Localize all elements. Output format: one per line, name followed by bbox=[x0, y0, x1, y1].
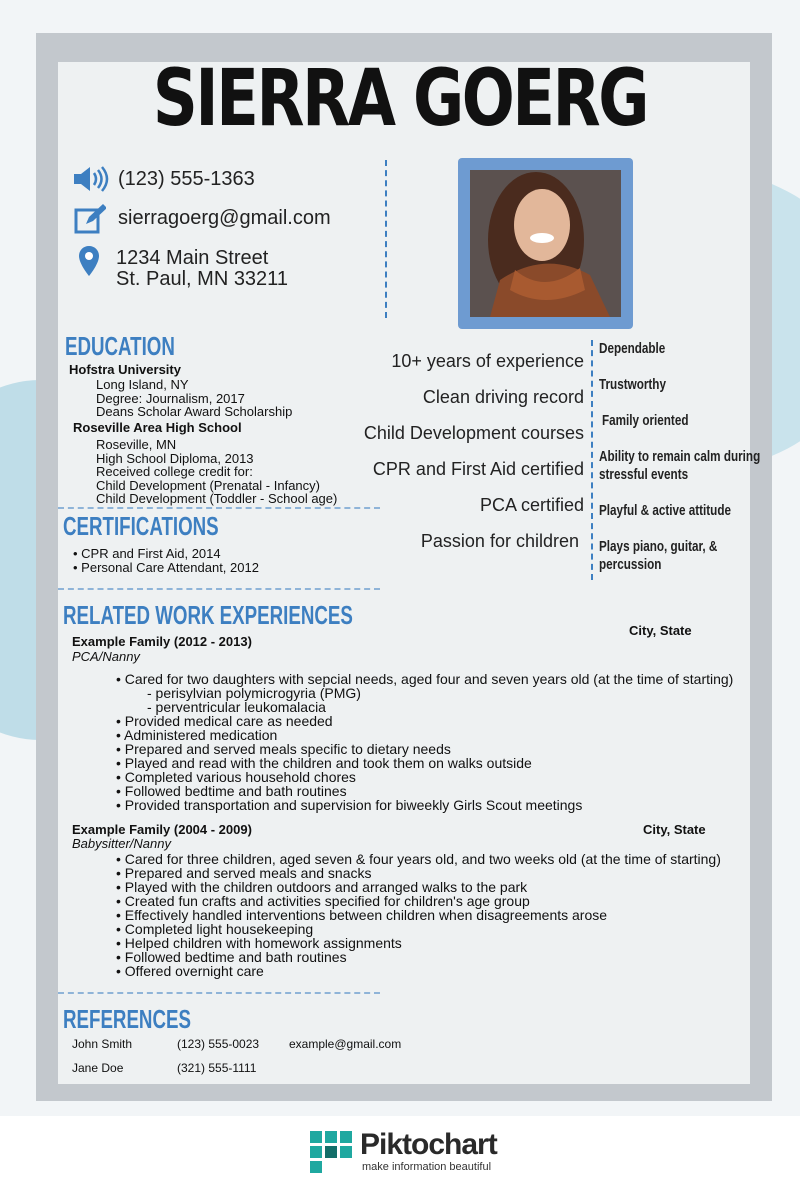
list-item: - perventricular leukomalacia bbox=[147, 699, 326, 715]
list-item: • Followed bedtime and bath routines bbox=[116, 949, 347, 965]
trait-item: Dependable bbox=[599, 340, 666, 357]
location-pin-icon bbox=[78, 245, 100, 277]
skill-item: Clean driving record bbox=[422, 387, 584, 407]
resume-name: SIERRA GOERG bbox=[152, 54, 648, 144]
list-item: • Effectively handled interventions between children when disagreements arose bbox=[116, 907, 608, 923]
job-duties-list bbox=[116, 672, 733, 812]
job-employer: Example Family (2004 - 2009) bbox=[72, 822, 252, 837]
contact-phone: (123) 555-1363 bbox=[118, 168, 255, 190]
school-detail-line: Roseville, MN bbox=[96, 437, 177, 452]
brand-suffix: chart bbox=[428, 1128, 497, 1161]
contact-address-line1: 1234 Main Street bbox=[116, 247, 269, 269]
list-item: • Prepared and served meals and snacks bbox=[116, 865, 372, 881]
trait-item: stressful events bbox=[599, 466, 689, 483]
piktochart-tagline: make information beautiful bbox=[362, 1161, 492, 1173]
profile-photo bbox=[470, 170, 621, 317]
job-role: PCA/Nanny bbox=[72, 649, 140, 664]
speaker-icon bbox=[72, 165, 110, 193]
list-item: • Helped children with homework assignments bbox=[116, 935, 402, 951]
list-item: • Provided transportation and supervision for biweekly Girls Scout meetings bbox=[116, 797, 583, 813]
section-divider bbox=[58, 588, 380, 590]
trait-item: Trustworthy bbox=[599, 376, 666, 393]
list-item: • Prepared and served meals specific to dietary needs bbox=[116, 741, 451, 757]
contact-email: sierragoerg@gmail.com bbox=[118, 207, 331, 229]
reference-phone: (123) 555-0023 bbox=[177, 1037, 260, 1051]
school-name: Hofstra University bbox=[69, 362, 181, 377]
skills-divider bbox=[591, 340, 593, 580]
school-detail-line: Child Development (Toddler - School age) bbox=[96, 491, 338, 506]
section-divider bbox=[58, 992, 380, 994]
header-divider bbox=[385, 160, 387, 318]
certification-item: • Personal Care Attendant, 2012 bbox=[73, 560, 259, 575]
trait-item: Ability to remain calm during bbox=[599, 448, 761, 465]
skill-item: CPR and First Aid certified bbox=[372, 459, 584, 479]
skill-item: 10+ years of experience bbox=[391, 351, 584, 371]
job-location: City, State bbox=[643, 822, 706, 837]
school-name: Roseville Area High School bbox=[73, 420, 242, 435]
brand-prefix: Pikto bbox=[360, 1128, 429, 1161]
list-item: • Offered overnight care bbox=[116, 963, 264, 979]
reference-name: John Smith bbox=[72, 1037, 133, 1051]
piktochart-brand bbox=[360, 1128, 497, 1162]
job-location: City, State bbox=[629, 623, 692, 638]
piktochart-logo-icon bbox=[310, 1131, 354, 1175]
reference-name: Jane Doe bbox=[72, 1061, 124, 1075]
trait-item: percussion bbox=[599, 556, 662, 573]
list-item: • Cared for two daughters with sepcial needs, aged four and seven years old (at the time of starting) bbox=[116, 671, 734, 687]
school-detail bbox=[96, 378, 292, 419]
list-item: • Cared for three children, aged seven & four years old, and two weeks old (at the time of starting) bbox=[116, 851, 721, 867]
job-role: Babysitter/Nanny bbox=[72, 836, 171, 851]
list-item: - perisylvian polymicrogyria (PMG) bbox=[147, 685, 361, 701]
list-item: • Provided medical care as needed bbox=[116, 713, 333, 729]
certifications-title: CERTIFICATIONS bbox=[63, 511, 219, 541]
skill-item: Passion for children bbox=[420, 531, 579, 551]
skill-item: Child Development courses bbox=[363, 423, 584, 443]
reference-phone: (321) 555-1111 bbox=[177, 1061, 257, 1075]
references-title: REFERENCES bbox=[63, 1004, 191, 1034]
school-detail-line: Received college credit for: bbox=[96, 464, 253, 479]
trait-item: Playful & active attitude bbox=[599, 502, 731, 519]
school-detail-line: Child Development (Prenatal - Infancy) bbox=[96, 477, 320, 493]
school-detail-line: Degree: Journalism, 2017 bbox=[96, 390, 245, 406]
section-divider bbox=[58, 507, 380, 509]
education-title: EDUCATION bbox=[65, 331, 175, 361]
list-item: • Completed various household chores bbox=[116, 769, 356, 785]
trait-item: Family oriented bbox=[602, 412, 689, 429]
list-item: • Played and read with the children and took them on walks outside bbox=[116, 755, 532, 771]
list-item: • Completed light housekeeping bbox=[116, 921, 314, 937]
reference-email: example@gmail.com bbox=[289, 1037, 402, 1051]
school-detail-line: High School Diploma, 2013 bbox=[96, 450, 254, 466]
list-item: • Administered medication bbox=[116, 727, 278, 743]
skill-item: PCA certified bbox=[479, 495, 584, 515]
school-detail-line: Long Island, NY bbox=[96, 377, 189, 392]
work-title: RELATED WORK EXPERIENCES bbox=[63, 600, 353, 630]
list-item: • Created fun crafts and activities specified for children's age group bbox=[116, 893, 530, 909]
job-employer: Example Family (2012 - 2013) bbox=[72, 634, 252, 649]
edit-icon bbox=[74, 204, 106, 234]
trait-item: Plays piano, guitar, & bbox=[599, 538, 718, 555]
job-duties-list bbox=[116, 852, 721, 978]
contact-address-line2: St. Paul, MN 33211 bbox=[116, 268, 288, 290]
certification-item: • CPR and First Aid, 2014 bbox=[73, 546, 221, 561]
list-item: • Played with the children outdoors and arranged walks to the park bbox=[116, 879, 528, 895]
school-detail-line: Deans Scholar Award Scholarship bbox=[96, 404, 293, 419]
list-item: • Followed bedtime and bath routines bbox=[116, 783, 347, 799]
